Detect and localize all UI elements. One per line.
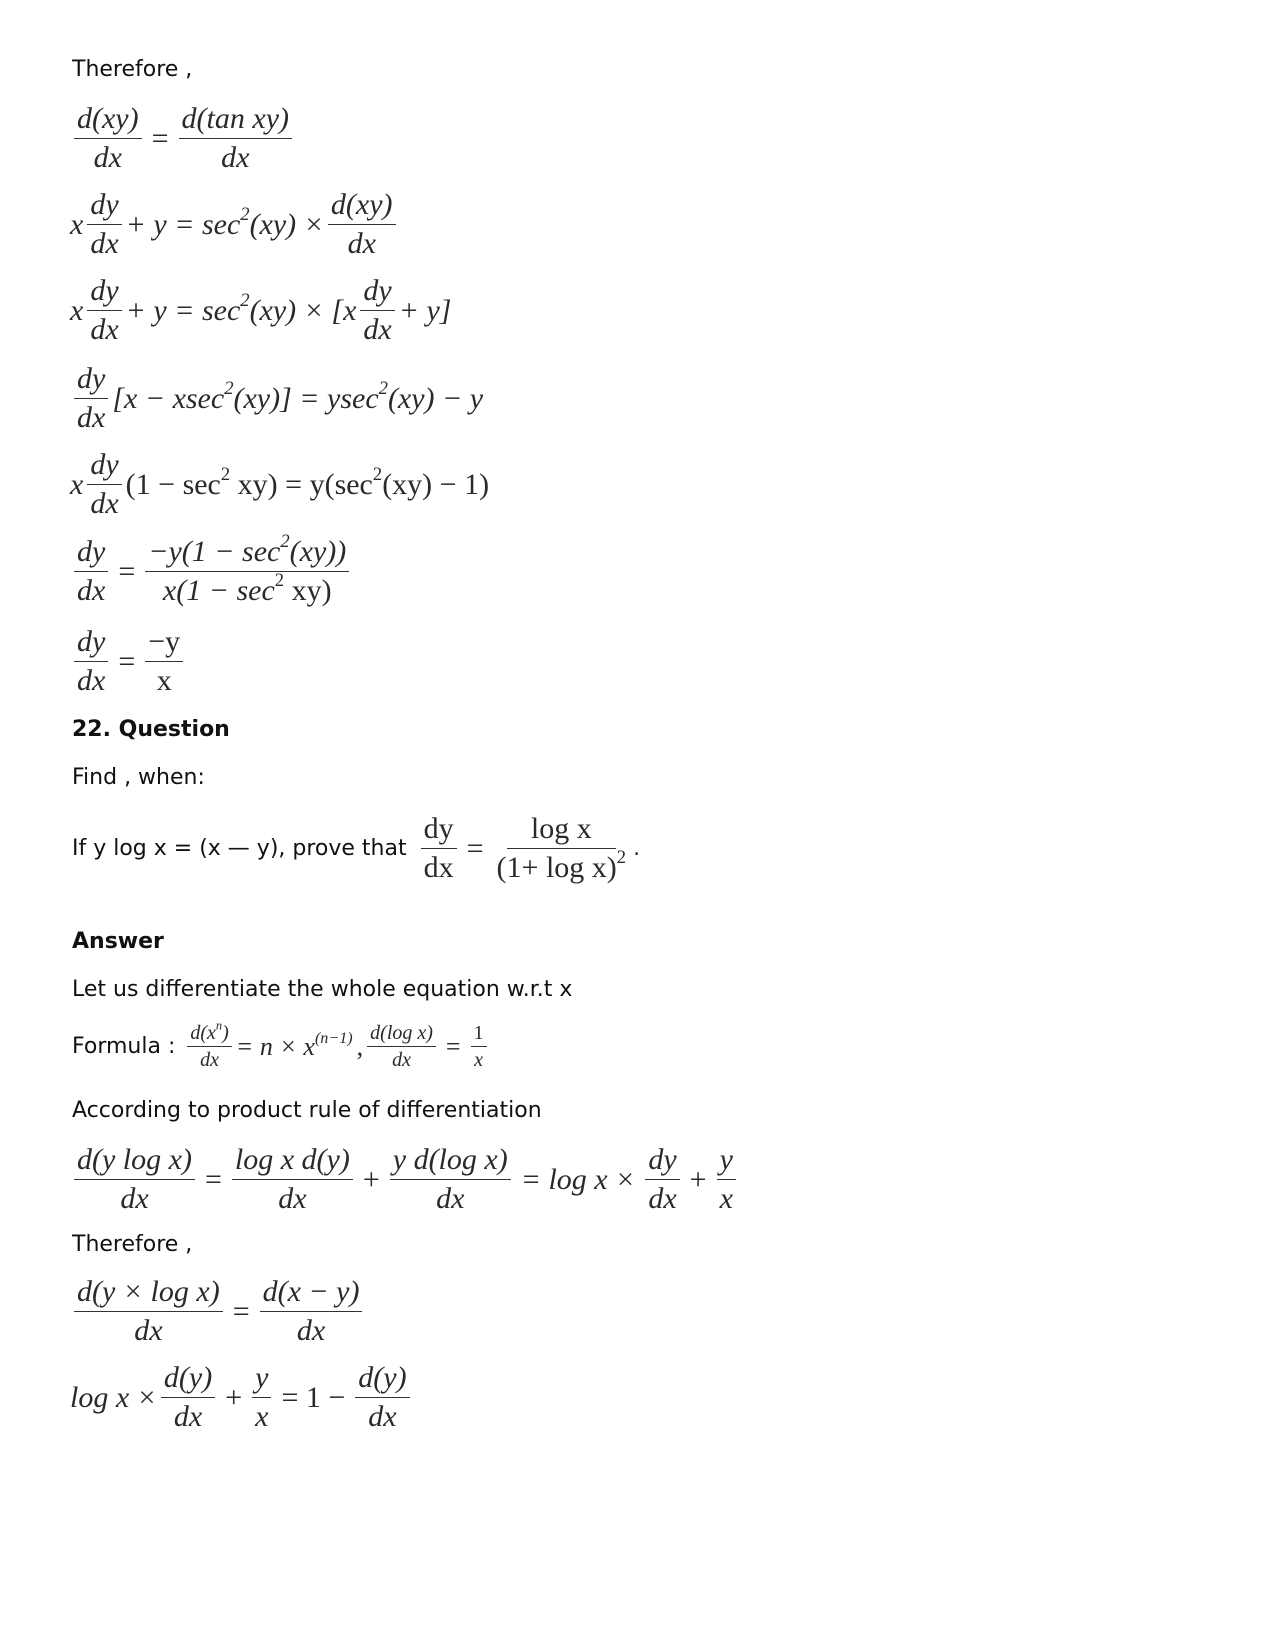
equation-2 [70,188,400,261]
term: x [70,207,84,241]
prove-text: If y log x = (x — y), prove that [72,836,407,861]
denominator: dx [173,1400,203,1433]
fraction [717,1143,736,1216]
numerator: dy [74,362,108,399]
term: log x × [70,1380,157,1414]
denominator: dx [278,1182,307,1215]
equation-8 [70,1143,740,1216]
formula-label: Formula : [72,1034,176,1059]
term: = $n \times x^{(n-1)}$ [235,1029,353,1061]
product-rule-text: According to product rule of differentiation [72,1098,542,1123]
fraction [179,102,292,175]
equation-10 [70,1361,414,1434]
equation-5 [70,448,489,521]
numerator: y d(log x) [390,1143,511,1180]
fraction [390,1143,511,1216]
numerator: dy [360,274,394,311]
equation-4 [70,362,483,435]
equals-sign: = [232,1294,250,1328]
fraction [187,1018,231,1071]
equation-1 [70,102,296,175]
numerator: −y [145,625,183,662]
numerator: d(xy) [74,102,142,139]
plus-sign: + [362,1162,380,1196]
fraction [367,1022,436,1071]
denominator: dx [368,1400,397,1433]
numerator: dy [421,812,457,849]
denominator: dx [200,1049,220,1071]
prove-equation [417,812,640,885]
numerator: d(y) [355,1361,409,1398]
plus-sign: + [689,1162,707,1196]
plus-sign: + [225,1380,243,1414]
term: + $y = \sec^2(xy)$ × [125,203,324,241]
period: . [633,836,641,861]
denominator: dx [134,1314,163,1347]
denominator: dx [90,487,119,520]
fraction [74,625,108,698]
therefore-label: Therefore , [72,57,193,82]
formula-row [72,1018,491,1071]
numerator: d(y × log x) [74,1275,223,1312]
denominator: dx [436,1182,465,1215]
denominator: dx [363,313,392,346]
denominator: dx [392,1049,411,1071]
fraction [74,1143,195,1216]
fraction [252,1361,271,1434]
equals-sign: = [466,831,484,865]
therefore-label: Therefore , [72,1232,193,1257]
prove-statement [72,812,640,885]
numerator: dy [87,274,121,311]
numerator: dy [74,535,108,572]
fraction [232,1143,353,1216]
fraction [471,1022,487,1071]
numerator: dy [87,188,121,225]
fraction [87,188,121,261]
term: + y] [398,293,452,327]
comma: , [356,1031,364,1061]
denominator: dx [423,851,454,884]
denominator: $x(1 - \sec^2 xy)$ [162,570,332,607]
formula-math [183,1018,490,1071]
term: x [70,293,84,327]
numerator: d(y log x) [74,1143,195,1180]
numerator: d(x − y) [260,1275,363,1312]
fraction [494,812,630,885]
numerator: y [252,1361,271,1398]
numerator: d(xy) [328,188,396,225]
fraction [87,274,121,347]
numerator: log x d(y) [232,1143,353,1180]
denominator: dx [77,664,106,697]
numerator: d(tan xy) [179,102,292,139]
equals-sign: = [445,1031,461,1061]
denominator: dx [296,1314,326,1347]
denominator: dx [77,401,106,434]
fraction [161,1361,215,1434]
denominator: dx [648,1182,677,1215]
equals-sign: = [151,121,169,155]
denominator: x [474,1049,484,1071]
denominator: dx [90,227,119,260]
answer-title: Answer [72,929,164,954]
equation-7 [70,625,187,698]
denominator: $(1+ \log x)^2$ [496,847,627,884]
numerator: d(log x) [367,1022,436,1047]
numerator: 1 [471,1022,487,1047]
numerator: $-y(1 - \sec^2(xy))$ [145,535,349,572]
numerator: dy [87,448,121,485]
denominator: dx [347,227,376,260]
denominator: x [255,1400,269,1433]
denominator: dx [90,313,119,346]
equation-6 [70,531,353,608]
denominator: dx [120,1182,149,1215]
numerator: $d(x^n)$ [187,1022,231,1047]
denominator: x [156,664,172,697]
term: + $y = \sec^2(xy) \times [x$ [125,289,357,327]
fraction [145,625,183,698]
fraction [74,535,108,608]
fraction [145,531,349,608]
fraction [87,448,121,521]
equals-sign: = [118,644,136,678]
fraction [74,102,142,175]
term: = log x × [520,1162,636,1196]
equals-sign: = [204,1162,222,1196]
numerator: y [717,1143,736,1180]
equation-9 [70,1275,366,1348]
differentiate-text: Let us differentiate the whole equation w.r.t x [72,977,573,1002]
find-when-text: Find , when: [72,765,205,790]
equals-sign: = [118,554,136,588]
denominator: dx [221,141,250,174]
fraction [328,188,396,261]
denominator: dx [77,574,106,607]
numerator: dy [645,1143,679,1180]
term: [x − xsec$^2$(xy)] = ysec$^2$(xy) − y [112,377,484,415]
denominator: x [719,1182,733,1215]
fraction [260,1275,363,1348]
denominator: dx [93,141,122,174]
fraction [360,274,394,347]
numerator: log x [507,812,616,849]
fraction [421,812,457,885]
fraction [74,1275,223,1348]
numerator: dy [74,625,108,662]
question-title: 22. Question [72,717,230,742]
term: x [70,467,84,501]
fraction [74,362,108,435]
term: $(1 - \sec^2 xy) = y(\sec^2(xy) - 1)$ [125,463,490,501]
numerator: d(y) [161,1361,215,1398]
term: = 1 − [281,1380,346,1414]
equation-3 [70,274,451,347]
fraction [645,1143,679,1216]
fraction [355,1361,409,1434]
